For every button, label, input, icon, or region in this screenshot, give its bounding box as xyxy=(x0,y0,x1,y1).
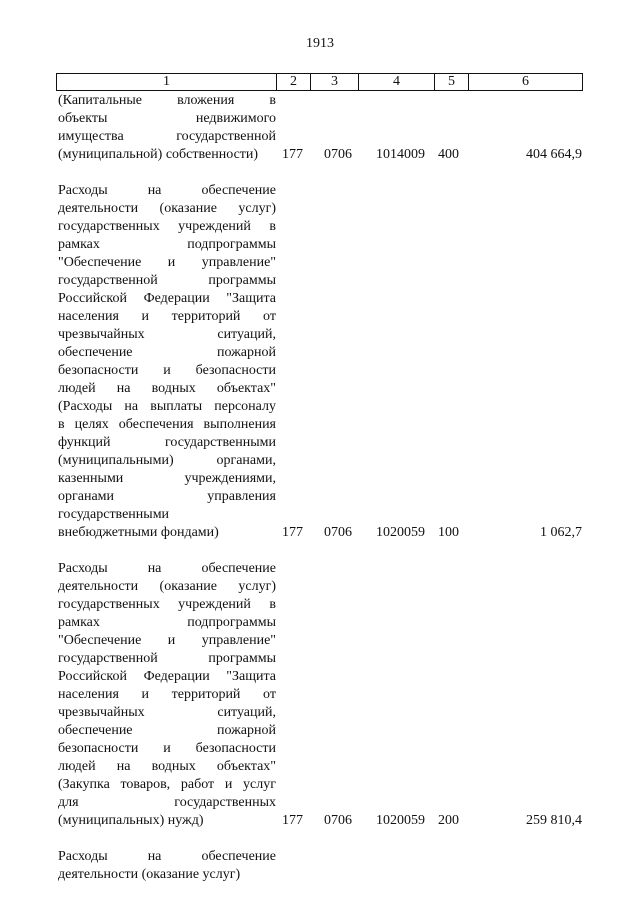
table-row xyxy=(56,182,582,542)
description-line: (муниципальных) нужд) xyxy=(58,813,204,828)
row-col4: 1020059 xyxy=(376,813,425,828)
description-line: казенными учреждениями, xyxy=(58,471,276,486)
description-line: Расходы на обеспечение xyxy=(58,561,276,576)
description-line: (Капитальные вложения в xyxy=(58,93,276,108)
row-col2: 177 xyxy=(282,813,303,828)
description-line: объекты недвижимого xyxy=(58,111,276,126)
table-row xyxy=(56,848,582,884)
description-line: в целях обеспечения выполнения xyxy=(58,417,276,432)
row-col3: 0706 xyxy=(324,147,352,162)
description-line: государственных учреждений в xyxy=(58,219,276,234)
row-col6: 404 664,9 xyxy=(526,147,582,162)
description-line: рамках подпрограммы xyxy=(58,237,276,252)
description-line: (Расходы на выплаты персоналу xyxy=(58,399,276,414)
description-line: обеспечение пожарной xyxy=(58,345,276,360)
row-col6: 1 062,7 xyxy=(540,525,582,540)
column-header-1: 1 xyxy=(57,74,277,91)
description-line: безопасности и безопасности xyxy=(58,741,276,756)
description-line: функций государственными xyxy=(58,435,276,450)
row-col2: 177 xyxy=(282,147,303,162)
row-description xyxy=(58,92,276,164)
description-line: деятельности (оказание услуг) xyxy=(58,579,276,594)
row-col5: 400 xyxy=(438,147,459,162)
description-line: государственной программы xyxy=(58,273,276,288)
description-line: чрезвычайных ситуаций, xyxy=(58,327,276,342)
description-line: Расходы на обеспечение xyxy=(58,849,276,864)
page-number: 1913 xyxy=(306,36,334,51)
column-header-4: 4 xyxy=(359,74,435,91)
description-line: "Обеспечение и управление" xyxy=(58,255,276,270)
row-col3: 0706 xyxy=(324,813,352,828)
description-line: обеспечение пожарной xyxy=(58,723,276,738)
row-col5: 200 xyxy=(438,813,459,828)
column-header-3: 3 xyxy=(311,74,359,91)
description-line: безопасности и безопасности xyxy=(58,363,276,378)
table-row xyxy=(56,92,582,164)
description-line: рамках подпрограммы xyxy=(58,615,276,630)
row-description xyxy=(58,182,276,542)
description-line: Российской Федерации "Защита xyxy=(58,291,276,306)
description-line: (Закупка товаров, работ и услуг xyxy=(58,777,276,792)
description-line: "Обеспечение и управление" xyxy=(58,633,276,648)
description-line: населения и территорий от xyxy=(58,309,276,324)
row-col4: 1014009 xyxy=(376,147,425,162)
description-line: государственными xyxy=(58,507,170,522)
description-line: населения и территорий от xyxy=(58,687,276,702)
row-col2: 177 xyxy=(282,525,303,540)
description-line: государственных учреждений в xyxy=(58,597,276,612)
table-row xyxy=(56,560,582,830)
row-col6: 259 810,4 xyxy=(526,813,582,828)
description-line: чрезвычайных ситуаций, xyxy=(58,705,276,720)
column-header-table xyxy=(56,73,583,91)
description-line: Российской Федерации "Защита xyxy=(58,669,276,684)
column-header-5: 5 xyxy=(435,74,469,91)
description-line: людей на водных объектах" xyxy=(58,381,276,396)
description-line: внебюджетными фондами) xyxy=(58,525,219,540)
row-description xyxy=(58,560,276,830)
description-line: (муниципальными) органами, xyxy=(58,453,276,468)
description-line: Расходы на обеспечение xyxy=(58,183,276,198)
description-line: имущества государственной xyxy=(58,129,276,144)
description-line: для государственных xyxy=(58,795,276,810)
description-line: государственной программы xyxy=(58,651,276,666)
row-col3: 0706 xyxy=(324,525,352,540)
description-line: органами управления xyxy=(58,489,276,504)
description-line: (муниципальной) собственности) xyxy=(58,147,259,162)
row-col5: 100 xyxy=(438,525,459,540)
description-line: деятельности (оказание услуг) xyxy=(58,867,241,882)
column-header-2: 2 xyxy=(277,74,311,91)
row-description xyxy=(58,848,276,884)
table-body xyxy=(56,92,582,884)
column-header-row xyxy=(57,74,583,91)
description-line: людей на водных объектах" xyxy=(58,759,276,774)
column-header-6: 6 xyxy=(469,74,583,91)
row-col4: 1020059 xyxy=(376,525,425,540)
description-line: деятельности (оказание услуг) xyxy=(58,201,276,216)
